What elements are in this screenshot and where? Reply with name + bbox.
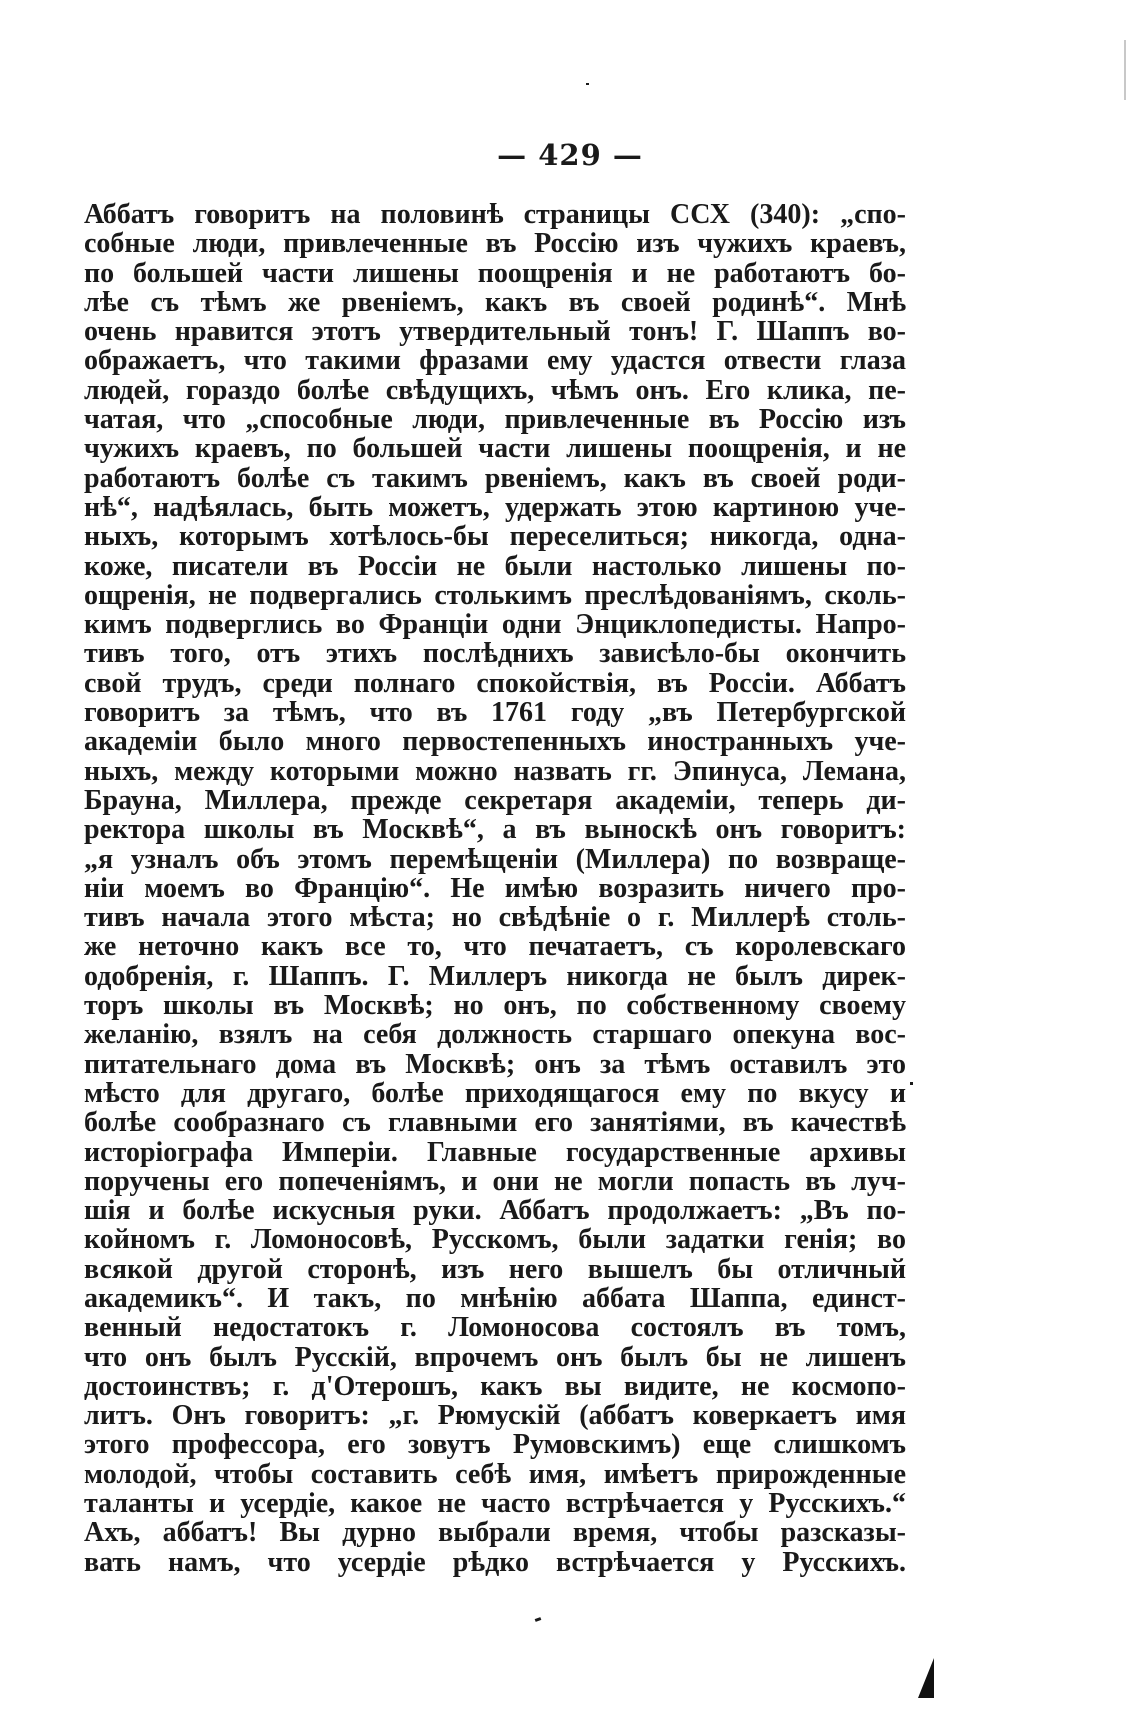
text-line: литъ. Онъ говоритъ: „г. Рюмускій (аббатъ коверкаетъ имя <box>84 1401 906 1431</box>
text-line: тивъ того, отъ этихъ послѣднихъ зависѣло-бы окончить <box>84 639 906 669</box>
text-line: собные люди, привлеченные въ Россію изъ чужихъ краевъ, <box>84 229 906 259</box>
text-line: работаютъ болѣе съ такимъ рвеніемъ, какъ въ своей роди- <box>84 463 906 493</box>
text-line: ныхъ, между которыми можно назвать гг. Эпинуса, Лемана, <box>84 756 906 786</box>
text-line: по большей части лишены поощренія и не работаютъ бо- <box>84 258 906 288</box>
body-text <box>84 200 906 1577</box>
text-line: ректора школы въ Москвѣ“, а въ выноскѣ онъ говоритъ: <box>84 815 906 845</box>
text-line: чатая, что „способные люди, привлеченные въ Россію изъ <box>84 405 906 435</box>
text-line: койномъ г. Ломоносовѣ, Русскомъ, были задатки генія; во <box>84 1225 906 1255</box>
scan-speck <box>910 1082 913 1085</box>
text-line: таланты и усердіе, какое не часто встрѣчается у Русскихъ.“ <box>84 1489 906 1519</box>
text-line: венный недостатокъ г. Ломоносова состоялъ въ томъ, <box>84 1313 906 1343</box>
scan-speck <box>535 1617 542 1622</box>
text-line: всякой другой сторонѣ, изъ него вышелъ бы отличный <box>84 1254 906 1284</box>
text-line: же неточно какъ все то, что печатаетъ, съ королевскаго <box>84 932 906 962</box>
text-line: тивъ начала этого мѣста; но свѣдѣніе о г. Миллерѣ столь- <box>84 903 906 933</box>
scan-corner-mark <box>918 1658 934 1698</box>
text-line: одобренія, г. Шаппъ. Г. Миллеръ никогда не былъ дирек- <box>84 961 906 992</box>
text-line: людей, гораздо болѣе свѣдущихъ, чѣмъ онъ. Его клика, пе- <box>84 375 906 406</box>
text-line: ощренія, не подвергались столькимъ преслѣдованіямъ, сколь- <box>84 580 906 611</box>
text-line: достоинствъ; г. д'Отерошъ, какъ вы видите, не космопо- <box>84 1371 906 1402</box>
text-line: ніи моемъ во Францію“. Не имѣю возразить ничего про- <box>84 873 906 904</box>
text-line: этого профессора, его зовутъ Румовскимъ) еще слишкомъ <box>84 1430 906 1460</box>
text-line: академіи было много первостепенныхъ иностранныхъ уче- <box>84 727 906 757</box>
text-line: вать намъ, что усердіе рѣдко встрѣчается у Русскихъ. <box>84 1547 906 1577</box>
text-line: чужихъ краевъ, по большей части лишены поощренія, и не <box>84 434 906 464</box>
text-line: мѣсто для другаго, болѣе приходящагося ему по вкусу и <box>84 1078 906 1109</box>
text-line: коже, писатели въ Россіи не были настолько лишены по- <box>84 551 906 581</box>
text-line: исторіографа Имперіи. Главные государственные архивы <box>84 1137 906 1167</box>
text-line: что онъ былъ Русскій, впрочемъ онъ былъ бы не лишенъ <box>84 1342 906 1372</box>
text-line: нѣ“, надѣялась, быть можетъ, удержать этою картиною уче- <box>84 492 906 523</box>
text-line: Аббатъ говоритъ на половинѣ страницы ССХ (340): „спо- <box>84 200 906 230</box>
text-line: питательнаго дома въ Москвѣ; онъ за тѣмъ оставилъ это <box>84 1049 906 1079</box>
text-line: очень нравится этотъ утвердительный тонъ! Г. Шаппъ во- <box>84 317 906 347</box>
text-line: говоритъ за тѣмъ, что въ 1761 году „въ Петербургской <box>84 698 906 728</box>
text-line: Ахъ, аббатъ! Вы дурно выбрали время, чтобы разсказы- <box>84 1518 906 1548</box>
text-line: молодой, чтобы составить себѣ имя, имѣетъ прирожденные <box>84 1459 906 1490</box>
text-line: желанію, взялъ на себя должность старшаго опекуна вос- <box>84 1020 906 1050</box>
text-line: академикъ“. И такъ, по мнѣнію аббата Шаппа, единст- <box>84 1283 906 1314</box>
text-line: шія и болѣе искусныя руки. Аббатъ продолжаетъ: „Въ по- <box>84 1196 906 1226</box>
text-line: свой трудъ, среди полнаго спокойствія, въ Россіи. Аббатъ <box>84 668 906 699</box>
scan-edge-shadow <box>1124 40 1126 100</box>
text-line: поручены его попеченіямъ, и они не могли попасть въ луч- <box>84 1166 906 1197</box>
text-line: лѣе съ тѣмъ же рвеніемъ, какъ въ своей родинѣ“. Мнѣ <box>84 287 906 318</box>
text-line: болѣе сообразнаго съ главными его занятіями, въ качествѣ <box>84 1108 906 1138</box>
text-line: торъ школы въ Москвѣ; но онъ, по собственному своему <box>84 991 906 1021</box>
text-line: „я узналъ объ этомъ перемѣщеніи (Миллера) по возвраще- <box>84 844 906 874</box>
scan-speck <box>586 83 589 85</box>
text-line: ныхъ, которымъ хотѣлось-бы переселиться; никогда, одна- <box>84 522 906 552</box>
text-line: ображаетъ, что такими фразами ему удастся отвести глаза <box>84 346 906 376</box>
page-number: — 429 — <box>497 138 643 172</box>
text-line: кимъ подверглись во Франціи одни Энциклопедисты. Напро- <box>84 610 906 640</box>
text-line: Брауна, Миллера, прежде секретаря академіи, теперь ди- <box>84 785 906 816</box>
